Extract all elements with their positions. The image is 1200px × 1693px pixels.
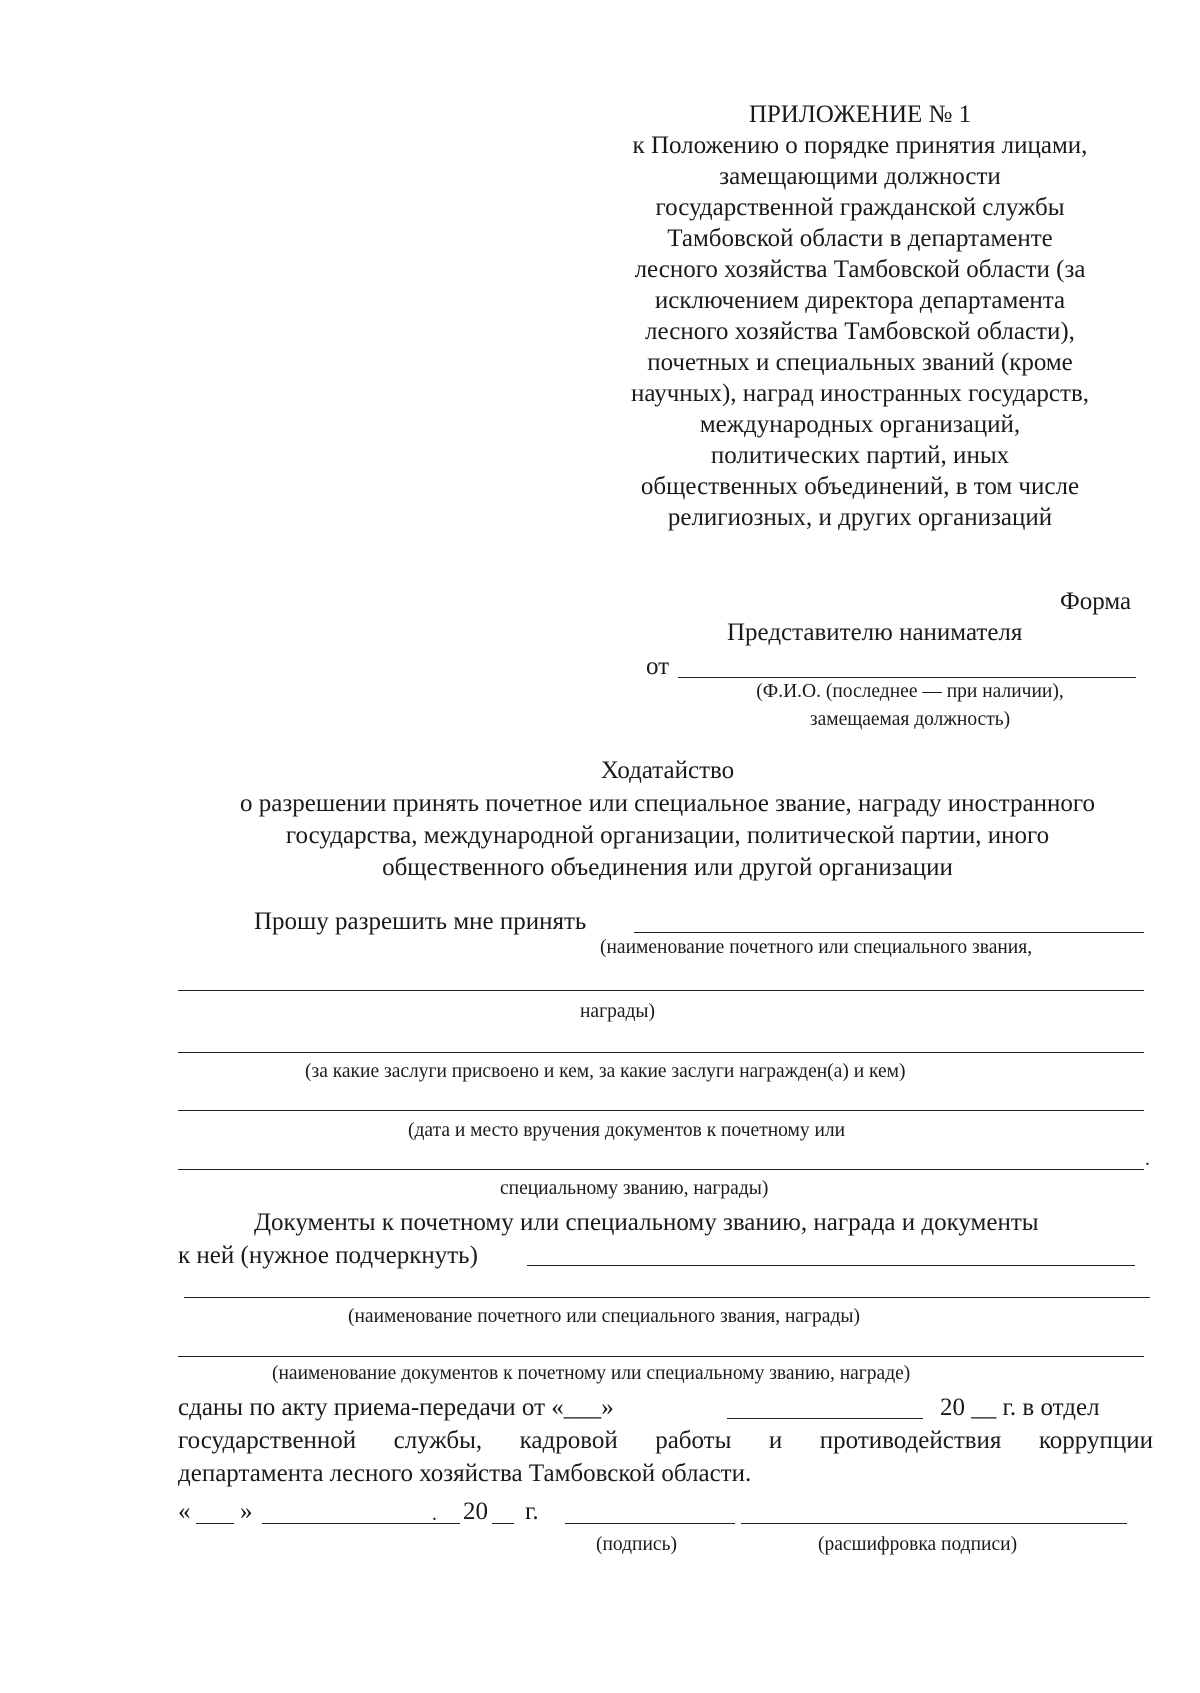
signature-decoding-field[interactable]: [741, 1523, 1127, 1524]
petition-title: Ходатайство: [600, 757, 735, 784]
request-title-field[interactable]: [634, 932, 1144, 933]
caption-title-name-2: (наименование почетного или специального звания, награды): [348, 1306, 860, 1327]
handover-line-1a: сданы по акту приема-передачи от «___»: [178, 1394, 614, 1421]
signature-field[interactable]: [565, 1523, 735, 1524]
caption-award: награды): [580, 1001, 656, 1022]
date-day-field[interactable]: [196, 1523, 234, 1524]
addressee-name-field[interactable]: [678, 677, 1136, 678]
appendix-line: международных организаций,: [699, 411, 1021, 438]
caption-signature-decoding: (расшифровка подписи): [818, 1534, 1018, 1555]
appendix-line: почетных и специальных званий (кроме: [647, 349, 1073, 376]
petition-subtitle-line: общественного объединения или другой организации: [382, 854, 953, 881]
caption-date-place-2: специальному званию, награды): [500, 1178, 769, 1199]
merits-field[interactable]: [178, 1052, 1144, 1053]
appendix-line: научных), наград иностранных государств,: [630, 380, 1090, 407]
date-year-prefix: 20: [463, 1498, 488, 1525]
appendix-line: религиозных, и других организаций: [667, 504, 1053, 531]
documents-line-2: к ней (нужное подчеркнуть): [178, 1242, 478, 1269]
appendix-line: лесного хозяйства Тамбовской области),: [645, 318, 1075, 345]
date-quote-close: »: [240, 1498, 253, 1525]
date-year-suffix: г.: [525, 1498, 539, 1525]
documents-field[interactable]: [527, 1265, 1135, 1266]
trailing-dot: .: [1145, 1149, 1150, 1170]
form-label: Форма: [1060, 588, 1132, 615]
date-month-field[interactable]: [262, 1523, 460, 1524]
handover-line-1b: 20 __ г. в отдел: [940, 1394, 1100, 1421]
caption-signature: (подпись): [596, 1534, 677, 1555]
award-field[interactable]: [178, 990, 1144, 991]
caption-date-place: (дата и место вручения документов к почетному или: [408, 1120, 846, 1141]
petition-subtitle-line: государства, международной организации, политической партии, иного: [285, 822, 1050, 849]
date-place-field-2[interactable]: [178, 1169, 1144, 1170]
date-dot: .: [432, 1504, 437, 1525]
appendix-line: исключением директора департамента: [654, 287, 1066, 314]
date-place-field[interactable]: [178, 1110, 1144, 1111]
appendix-line: общественных объединений, в том числе: [640, 473, 1080, 500]
appendix-line: к Положению о порядке принятия лицами,: [632, 132, 1088, 159]
caption-title-name: (наименование почетного или специального звания,: [600, 937, 1033, 958]
appendix-block: [600, 98, 1120, 531]
caption-documents: (наименование документов к почетному или специальному званию, награде): [272, 1363, 911, 1384]
caption-merits: (за какие заслуги присвоено и кем, за какие заслуги награжден(а) и кем): [305, 1061, 906, 1082]
petition-subtitle-line: о разрешении принять почетное или специальное звание, награду иностранного: [240, 790, 1095, 817]
handover-line-2: государственной службы, кадровой работы и противодействия коррупции: [178, 1427, 1153, 1454]
addressee-from-label: от: [646, 653, 670, 680]
date-year-field[interactable]: [492, 1523, 514, 1524]
appendix-line: замещающими должности: [719, 163, 1001, 190]
documents-line-1: Документы к почетному или специальному званию, награда и документы: [254, 1209, 1039, 1236]
handover-line-3: департамента лесного хозяйства Тамбовской области.: [178, 1460, 752, 1487]
addressee-caption-position: замещаемая должность): [809, 709, 1011, 730]
documents-title-field[interactable]: [184, 1297, 1150, 1298]
appendix-line: Тамбовской области в департаменте: [667, 225, 1053, 252]
appendix-title: ПРИЛОЖЕНИЕ № 1: [748, 101, 972, 128]
appendix-line: политических партий, иных: [710, 442, 1010, 469]
appendix-line: государственной гражданской службы: [655, 194, 1065, 221]
addressee-to: Представителю нанимателя: [727, 619, 1023, 646]
addressee-caption-fio: (Ф.И.О. (последнее — при наличии),: [756, 681, 1064, 702]
appendix-line: лесного хозяйства Тамбовской области (за: [634, 256, 1086, 283]
request-label: Прошу разрешить мне принять: [254, 908, 587, 935]
documents-list-field[interactable]: [178, 1356, 1144, 1357]
handover-month-field[interactable]: [727, 1418, 923, 1419]
date-quote-open: «: [178, 1498, 191, 1525]
